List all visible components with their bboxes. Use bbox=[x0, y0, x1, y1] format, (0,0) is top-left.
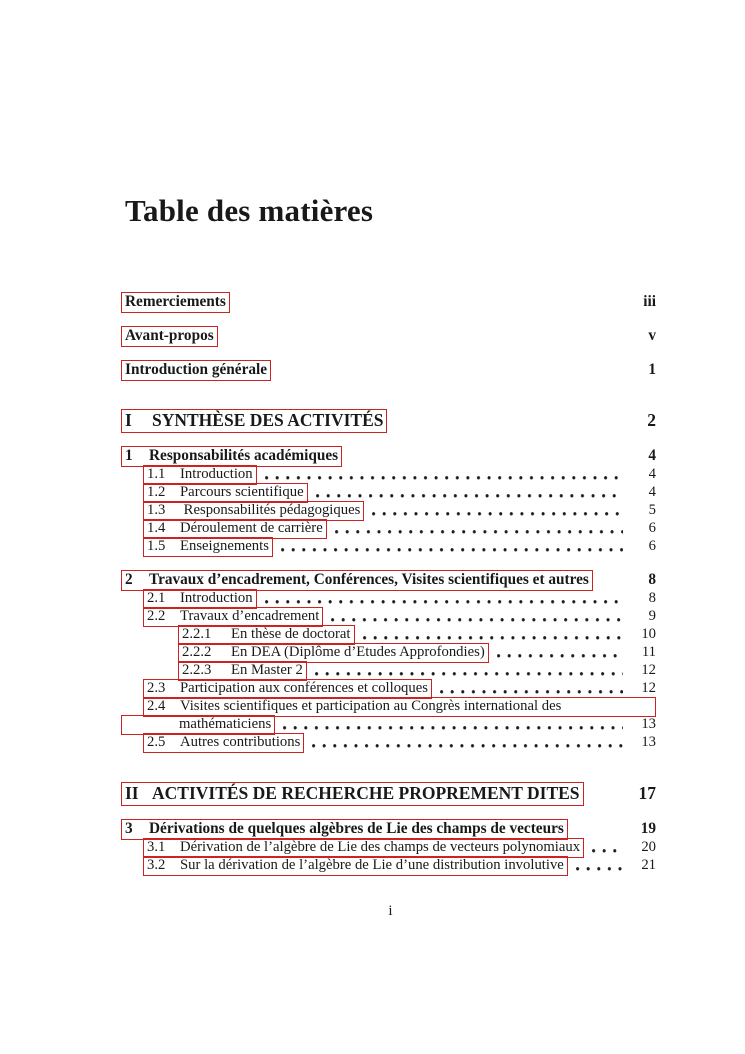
toc-row-1-1 bbox=[125, 465, 656, 483]
entry-number: 1.4 bbox=[147, 520, 166, 536]
entry-number: 2.2.1 bbox=[182, 626, 212, 642]
folio-page-number: i bbox=[388, 903, 393, 919]
toc-row-part-2 bbox=[125, 782, 656, 804]
dot-leader bbox=[497, 646, 623, 661]
entry-number: 2.2 bbox=[147, 608, 166, 624]
toc-link[interactable]: 2.1 Introduction bbox=[143, 589, 257, 609]
page-number: 4 bbox=[648, 466, 656, 482]
toc-row-part-1 bbox=[125, 409, 656, 431]
entry-number: 2.2.3 bbox=[182, 662, 212, 678]
dot-leader bbox=[312, 736, 623, 751]
toc-row-avant-propos bbox=[125, 326, 656, 344]
toc-row-2-2 bbox=[125, 607, 656, 625]
page-number: 4 bbox=[648, 484, 656, 500]
toc-row-3-1 bbox=[125, 838, 656, 856]
page-number: 1 bbox=[648, 361, 656, 378]
toc-row-2-2-1 bbox=[125, 625, 656, 643]
page-number: 10 bbox=[641, 626, 656, 642]
toc-link[interactable]: 2.4 Visites scientifiques et participation au Congrès international des bbox=[143, 697, 656, 717]
page-number: 8 bbox=[648, 590, 656, 606]
page-number: 19 bbox=[640, 820, 656, 837]
toc-row-1-2 bbox=[125, 483, 656, 501]
page-number: 4 bbox=[648, 447, 656, 464]
toc-row-2-4-line2 bbox=[125, 715, 656, 733]
toc-row-1-5 bbox=[125, 537, 656, 555]
page-number: 12 bbox=[641, 680, 656, 696]
page-number: 13 bbox=[641, 716, 656, 732]
toc-link[interactable]: 1 Responsabilités académiques bbox=[121, 446, 342, 467]
dot-leader bbox=[281, 540, 623, 555]
toc-link[interactable]: 3 Dérivations de quelques algèbres de Lie des champs de vecteurs bbox=[121, 819, 568, 840]
toc-link[interactable]: II ACTIVITÉS DE RECHERCHE PROPREMENT DITES bbox=[121, 782, 584, 806]
entry-number: 2.1 bbox=[147, 590, 166, 606]
entry-number: II bbox=[125, 783, 139, 803]
entry-number: 2.5 bbox=[147, 734, 166, 750]
entry-number: 3.2 bbox=[147, 857, 166, 873]
toc-row-1-3 bbox=[125, 501, 656, 519]
toc-link[interactable]: 1.5 Enseignements bbox=[143, 537, 273, 557]
toc-link[interactable]: 2.2.3 En Master 2 bbox=[178, 661, 307, 681]
entry-number: 1.5 bbox=[147, 538, 166, 554]
toc-row-introduction-generale bbox=[125, 360, 656, 378]
page-number: 20 bbox=[641, 839, 656, 855]
toc-row-remerciements bbox=[125, 292, 656, 310]
toc-link[interactable]: 2.2 Travaux d’encadrement bbox=[143, 607, 323, 627]
page-number: 12 bbox=[641, 662, 656, 678]
dot-leader bbox=[372, 504, 623, 519]
dot-leader bbox=[283, 718, 623, 733]
dot-leader bbox=[316, 486, 623, 501]
toc-link[interactable]: Avant-propos bbox=[121, 326, 218, 347]
entry-number: 1.1 bbox=[147, 466, 166, 482]
entry-number: I bbox=[125, 410, 132, 430]
toc-link[interactable]: 2.5 Autres contributions bbox=[143, 733, 304, 753]
dot-leader bbox=[265, 468, 623, 483]
page-number: v bbox=[648, 327, 656, 344]
toc-link[interactable]: 3.2 Sur la dérivation de l’algèbre de Lie d’une distribution involutive bbox=[143, 856, 568, 876]
page-title: Table des matières bbox=[125, 193, 374, 228]
entry-number: 1 bbox=[125, 447, 133, 464]
dot-leader bbox=[592, 841, 623, 856]
page-number: iii bbox=[643, 293, 656, 310]
toc-link[interactable]: 2.3 Participation aux conférences et colloques bbox=[143, 679, 432, 699]
toc-link[interactable]: Remerciements bbox=[121, 292, 230, 313]
dot-leader bbox=[363, 628, 624, 643]
dot-leader bbox=[440, 682, 623, 697]
toc-link[interactable]: 1.2 Parcours scientifique bbox=[143, 483, 308, 503]
entry-number: 1.3 bbox=[147, 502, 166, 518]
entry-number: 3.1 bbox=[147, 839, 166, 855]
page-number: 6 bbox=[648, 538, 656, 554]
page-number: 8 bbox=[648, 571, 656, 588]
toc-row-2-4-line1 bbox=[125, 697, 656, 715]
toc-row-2-3 bbox=[125, 679, 656, 697]
dot-leader bbox=[576, 859, 623, 874]
dot-leader bbox=[335, 522, 623, 537]
page-number: 6 bbox=[648, 520, 656, 536]
entry-number: 1.2 bbox=[147, 484, 166, 500]
toc-link[interactable]: 1.4 Déroulement de carrière bbox=[143, 519, 327, 539]
page-number: 21 bbox=[641, 857, 656, 873]
toc-row-chapter-1 bbox=[125, 446, 656, 465]
toc-link[interactable]: I SYNTHÈSE DES ACTIVITÉS bbox=[121, 409, 387, 433]
toc-link[interactable]: 2.2.1 En thèse de doctorat bbox=[178, 625, 355, 645]
page-number: 5 bbox=[648, 502, 656, 518]
toc-link[interactable]: 2 Travaux d’encadrement, Conférences, Visites scientifiques et autres bbox=[121, 570, 593, 591]
toc-content bbox=[125, 192, 656, 874]
page-number: 11 bbox=[641, 644, 656, 660]
toc-row-chapter-3 bbox=[125, 819, 656, 838]
dot-leader bbox=[315, 664, 623, 679]
page-number: 2 bbox=[647, 410, 656, 430]
toc-link[interactable]: 1.1 Introduction bbox=[143, 465, 257, 485]
page-number: 17 bbox=[638, 783, 656, 803]
entry-number: 2 bbox=[125, 571, 133, 588]
toc-row-2-2-3 bbox=[125, 661, 656, 679]
entry-number: 3 bbox=[125, 820, 133, 837]
entry-number: 2.2.2 bbox=[182, 644, 212, 660]
toc-row-2-2-2 bbox=[125, 643, 656, 661]
page-number: 13 bbox=[641, 734, 656, 750]
page-number: 9 bbox=[648, 608, 656, 624]
toc-link[interactable]: 2.2.2 En DEA (Diplôme d’Etudes Approfondies) bbox=[178, 643, 489, 663]
toc-link[interactable]: mathématiciens bbox=[121, 715, 275, 735]
toc-row-1-4 bbox=[125, 519, 656, 537]
table-of-contents bbox=[125, 292, 656, 874]
toc-row-3-2 bbox=[125, 856, 656, 874]
toc-row-chapter-2 bbox=[125, 570, 656, 589]
dot-leader bbox=[265, 592, 623, 607]
toc-link[interactable]: 1.3 Responsabilités pédagogiques bbox=[143, 501, 364, 521]
entry-number: 2.3 bbox=[147, 680, 166, 696]
dot-leader bbox=[331, 610, 623, 625]
toc-row-2-5 bbox=[125, 733, 656, 751]
entry-number: 2.4 bbox=[147, 698, 166, 714]
toc-link[interactable]: Introduction générale bbox=[121, 360, 271, 381]
toc-row-2-1 bbox=[125, 589, 656, 607]
toc-link[interactable]: 3.1 Dérivation de l’algèbre de Lie des champs de vecteurs polynomiaux bbox=[143, 838, 584, 858]
